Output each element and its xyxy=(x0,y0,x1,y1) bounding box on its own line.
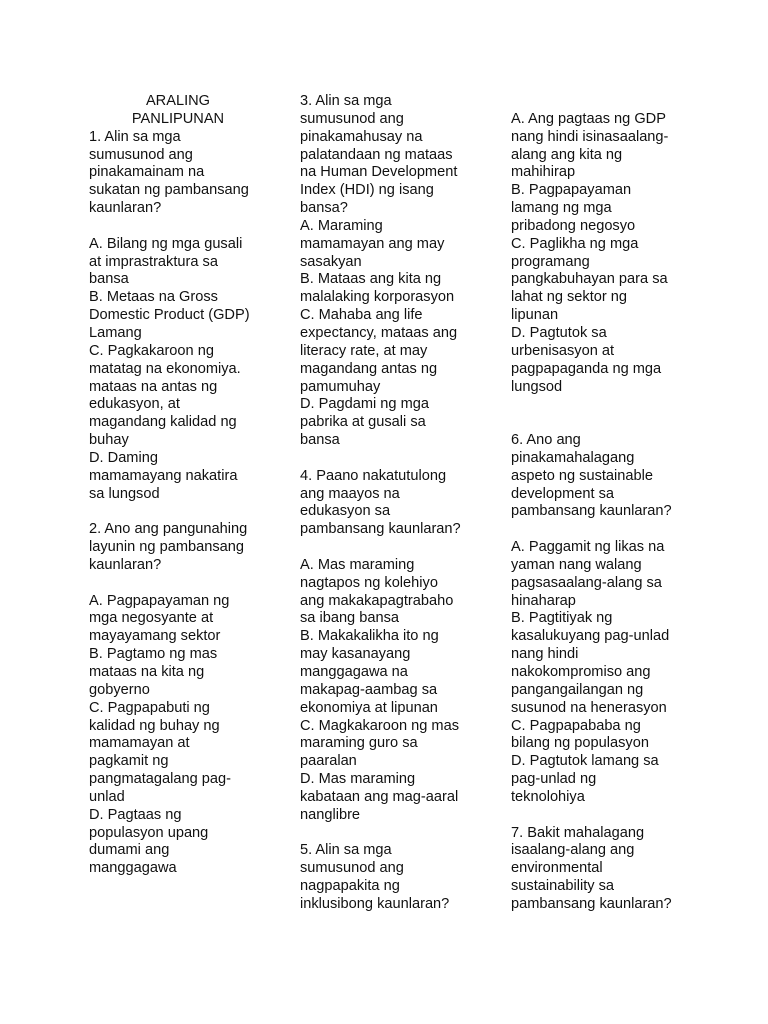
column-1 xyxy=(89,93,267,878)
column-3: A. Ang pagtaas ng GDP nang hindi isinasaalang- alang ang kita ng mahihirap B. Pagpapayaman lamang ng mga pribadong negosyo C. Paglikha ng mga programang pangkabuhayan para sa lahat ng sektor ng lipunan D. Pagtutok sa urbenisasyon at pagpapaganda ng mga lungsod 6. Ano ang pinakamahalagang aspeto ng sustainable development sa pambansang kaunlaran? A. Paggamit ng likas na yaman nang walang pagsasaalang-alang sa hinaharap B. Pagtitiyak ng kasalukuyang pag-unlad nang hindi nakokompromiso ang pangangailangan ng susunod na henerasyon C. Pagpapababa ng bilang ng populasyon D. Pagtutok lamang sa pag-unlad ng teknolohiya 7. Bakit mahalagang isaalang-alang ang environmental sustainability sa pambansang kaunlaran? xyxy=(511,110,672,912)
column-1-text: 1. Alin sa mga sumusunod ang pinakamainam na sukatan ng pambansang kaunlaran? A. Bilang ng mga gusali at imprastraktura sa bansa B. Metaas na Gross Domestic Product (GDP) Lamang C. Pagkakaroon ng matatag na ekonomiya. mataas na antas ng edukasyon, at magandang kalidad ng buhay D. Daming mamamayang nakatira sa lungsod 2. Ano ang pangunahing layunin ng pambansang kaunlaran? A. Pagpapayaman ng mga negosyante at mayayamang sektor B. Pagtamo ng mas mataas na kita ng gobyerno C. Pagpapabuti ng kalidad ng buhay ng mamamayan at pagkamit ng pangmatagalang pag- unlad D. Pagtaas ng populasyon upang dumami ang manggagawa xyxy=(89,128,250,877)
document-title: ARALING PANLIPUNAN xyxy=(131,93,225,127)
column-2: 3. Alin sa mga sumusunod ang pinakamahusay na palatandaan ng mataas na Human Development Index (HDI) ng isang bansa? A. Maraming mamamayan ang may sasakyan B. Mataas ang kita ng malalaking korporasyon C. Mahaba ang life expectancy, mataas ang literacy rate, at may magandang antas ng pamumuhay D. Pagdami ng mga pabrika at gusali sa bansa 4. Paano nakatutulong ang maayos na edukasyon sa pambansang kaunlaran? A. Mas maraming nagtapos ng kolehiyo ang makakapagtrabaho sa ibang bansa B. Makakalikha ito ng may kasanayang manggagawa na makapag-aambag sa ekonomiya at lipunan C. Magkakaroon ng mas maraming guro sa paaralan D. Mas maraming kabataan ang mag-aaral nanglibre 5. Alin sa mga sumusunod ang nagpapakita ng inklusibong kaunlaran? xyxy=(300,93,461,912)
